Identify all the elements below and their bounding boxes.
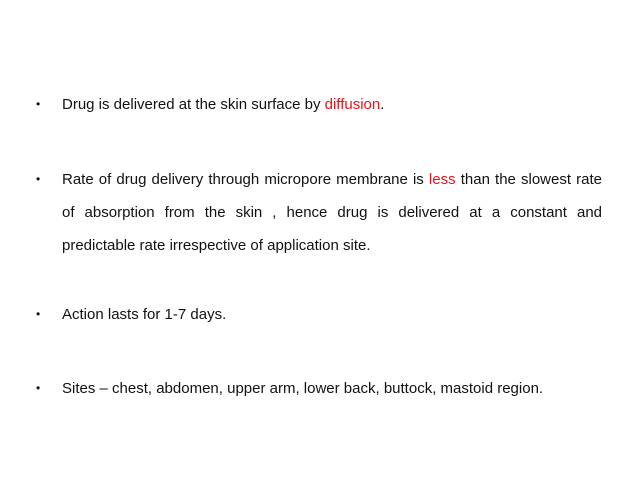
text-segment: Rate of drug delivery through micropore membrane is [62, 171, 429, 188]
bullet-marker: • [36, 97, 41, 111]
bullet-text [62, 163, 602, 262]
bullet-marker: • [36, 381, 41, 395]
bullet-rate-of-delivery [36, 163, 602, 262]
bullet-marker: • [36, 307, 41, 321]
text-segment: Drug is delivered at the skin surface by [62, 96, 325, 113]
text-segment: . [380, 96, 385, 113]
bullet-diffusion [36, 88, 602, 121]
bullet-sites [36, 372, 602, 405]
bullet-marker: • [36, 172, 41, 186]
text-segment: than the slowest rate of absorption from the skin , hence drug is delivered at a constant and predictable rate irrespective of application site. [62, 171, 602, 254]
bullet-action-duration [36, 298, 602, 331]
bullet-text: Action lasts for 1-7 days. [62, 306, 227, 323]
highlight-less: less [428, 171, 456, 188]
bullet-text [62, 88, 602, 121]
bullet-text: Sites – chest, abdomen, upper arm, lower back, buttock, mastoid region. [62, 380, 544, 397]
highlight-diffusion: diffusion [324, 96, 381, 113]
